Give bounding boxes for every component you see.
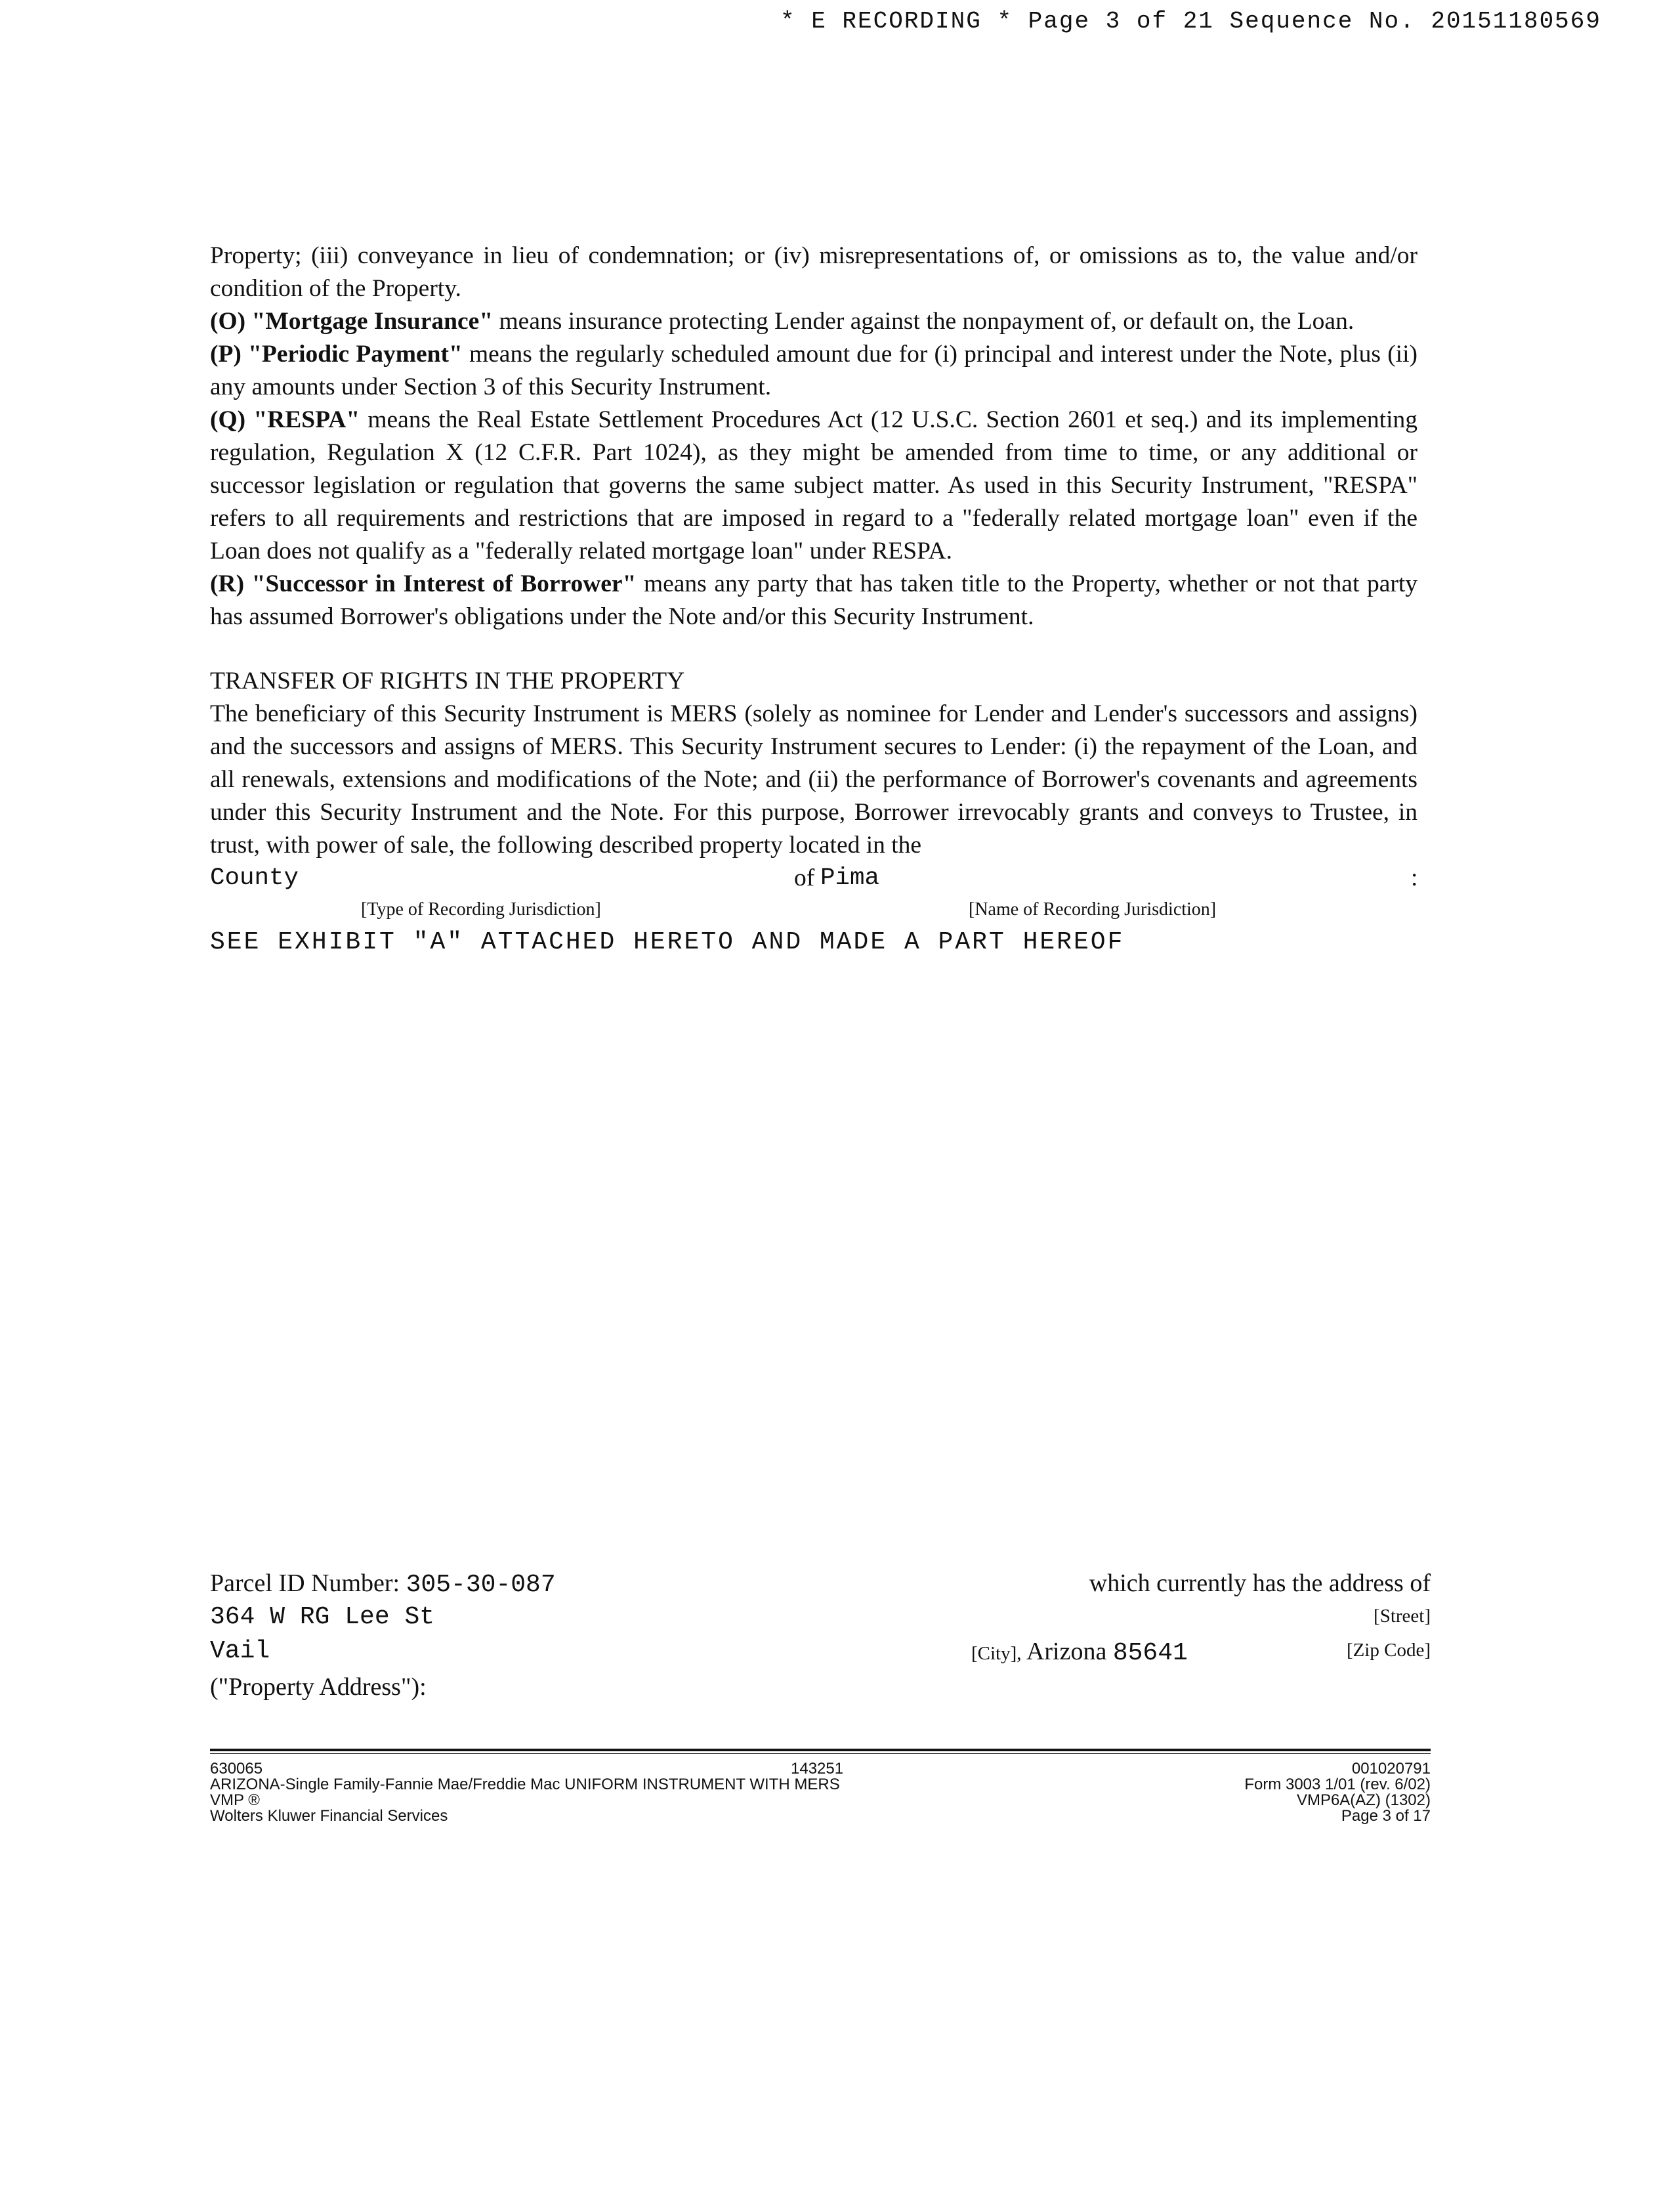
property-address-label: ("Property Address"): — [210, 1673, 427, 1701]
recording-header: * E RECORDING * Page 3 of 21 Sequence No. 20151180569 — [780, 8, 1601, 35]
definition-o-text: means insurance protecting Lender against the nonpayment of, or default on, the Loan. — [493, 308, 1354, 335]
street-value: 364 W RG Lee St — [210, 1603, 435, 1631]
state-value: Arizona — [1026, 1638, 1107, 1665]
address-intro: which currently has the address of — [1089, 1569, 1431, 1597]
city-value: Vail — [210, 1637, 270, 1665]
footer-form-title: ARIZONA-Single Family-Fannie Mae/Freddie Mac UNIFORM INSTRUMENT WITH MERS — [210, 1776, 840, 1793]
footer-vmp: VMP ® — [210, 1791, 260, 1809]
jurisdiction-name: Pima — [820, 864, 880, 892]
footer-code-right: 001020791 — [1351, 1760, 1431, 1778]
parcel-id-label: Parcel ID Number: — [210, 1569, 400, 1597]
jurisdiction-type: County — [210, 864, 299, 892]
exhibit-reference: SEE EXHIBIT "A" ATTACHED HERETO AND MADE A PART HEREOF — [210, 928, 1125, 956]
city-state-zip — [971, 1637, 1188, 1667]
footer-code-mid: 143251 — [791, 1760, 844, 1778]
name-of-jurisdiction-label: [Name of Recording Jurisdiction] — [969, 899, 1217, 920]
transfer-heading: TRANSFER OF RIGHTS IN THE PROPERTY — [210, 668, 685, 694]
zip-value: 85641 — [1112, 1639, 1188, 1667]
jurisdiction-labels — [210, 896, 1418, 924]
footer-rule — [210, 1749, 1431, 1751]
footer-code-left: 630065 — [210, 1760, 263, 1778]
footer-form-number: Form 3003 1/01 (rev. 6/02) — [1244, 1776, 1431, 1793]
street-label: [Street] — [1374, 1606, 1431, 1627]
parcel-id-value: 305-30-087 — [406, 1571, 556, 1599]
definition-r-text: means any party that has taken title to the Property, whether or not that party has assumed Borrower's obligations under the Note and/or this Security Instrument. — [210, 570, 1418, 630]
definition-o-label: (O) "Mortgage Insurance" — [210, 308, 494, 335]
jurisdiction-colon: : — [1411, 864, 1418, 891]
zip-label: [Zip Code] — [1346, 1640, 1431, 1661]
document-body — [210, 240, 1418, 959]
definition-r — [210, 568, 1418, 633]
definition-p-label: (P) "Periodic Payment" — [210, 341, 463, 368]
definition-q-label: (Q) "RESPA" — [210, 406, 360, 433]
of-label: of — [794, 864, 815, 891]
definition-r-label: (R) "Successor in Interest of Borrower" — [210, 570, 637, 597]
definition-o — [210, 305, 1418, 338]
definition-p-text: means the regularly scheduled amount due for (i) principal and interest under the Note, plus (ii) any amounts under Section 3 of this Security Instrument. — [210, 341, 1418, 400]
footer-form-code: VMP6A(AZ) (1302) — [1296, 1791, 1431, 1809]
city-label: [City], — [971, 1643, 1022, 1664]
footer-page: Page 3 of 17 — [1341, 1807, 1431, 1825]
type-of-jurisdiction-label: [Type of Recording Jurisdiction] — [361, 899, 601, 920]
definition-q — [210, 404, 1418, 568]
definition-n-continued: Property; (iii) conveyance in lieu of condemnation; or (iv) misrepresentations of, or omissions as to, the value and/or condition of the Property. — [210, 242, 1418, 302]
footer-publisher: Wolters Kluwer Financial Services — [210, 1807, 448, 1825]
footer-rule-thin — [210, 1753, 1431, 1754]
property-address-block — [210, 1569, 1431, 1713]
form-footer — [210, 1759, 1431, 1844]
jurisdiction-row — [210, 862, 1418, 896]
parcel-id — [210, 1569, 556, 1599]
transfer-paragraph: The beneficiary of this Security Instrument is MERS (solely as nominee for Lender and Lender's successors and assigns) and the successors and assigns of MERS. This Security Instrument secures to Lender: (i) the repayment of the Loan, and all renewals, extensions and modifications of the Note; and (ii) the performance of Borrower's covenants and agreements under this Security Instrument and the Note. For this purpose, Borrower irrevocably grants and conveys to Trustee, in trust, with power of sale, the following described property located in the — [210, 700, 1418, 859]
definition-q-text: means the Real Estate Settlement Procedures Act (12 U.S.C. Section 2601 et seq.) and its implementing regulation, Regulation X (12 C.F.R. Part 1024), as they might be amended from time to time, or any additional or successor legislation or regulation that governs the same subject matter. As used in this Security Instrument, "RESPA" refers to all requirements and restrictions that are imposed in regard to a "federally related mortgage loan" even if the Loan does not qualify as a "federally related mortgage loan" under RESPA. — [210, 406, 1418, 565]
definition-p — [210, 338, 1418, 404]
